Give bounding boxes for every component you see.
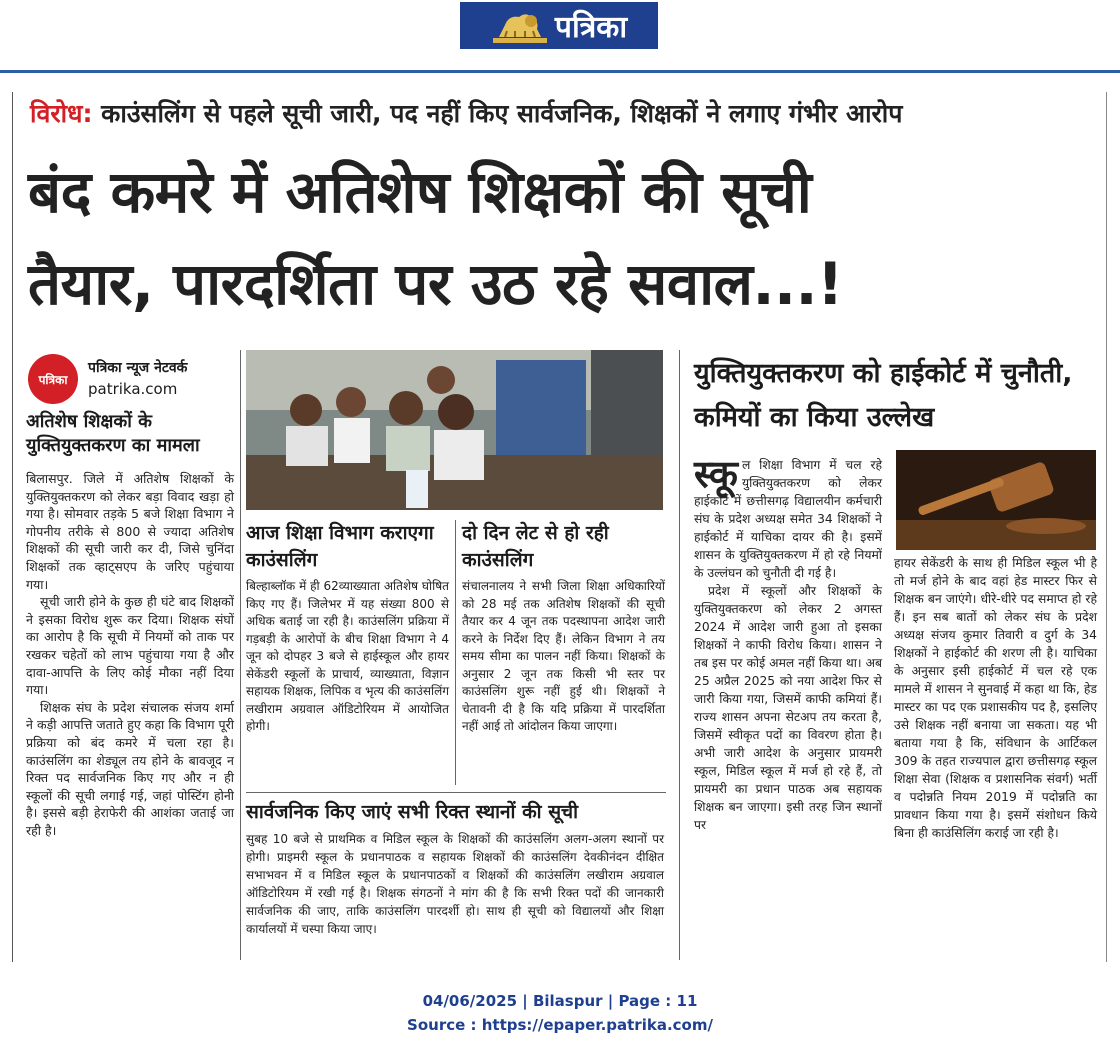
dropcap: स्कू (694, 452, 738, 496)
bottom-subhead: सार्वजनिक किए जाएं सभी रिक्त स्थानों की सूची (246, 801, 579, 823)
masthead-logo[interactable] (460, 2, 658, 49)
footer-source-link[interactable]: Source : https://epaper.patrika.com/ (407, 1016, 713, 1034)
kicker-tag: विरोध: (30, 99, 93, 128)
counselling-photo (246, 350, 663, 510)
left-paragraph-3: शिक्षक संघ के प्रदेश संचालक संजय शर्मा ने कड़ी आपत्ति जताते हुए कहा कि विभाग पूरी प्रक्रिया को बंद कमरे में चला रहा है। काउंसलिंग का शेड्यूल तय होने के बावजूद न रिक्त पद सार्वजनिक किए गए और न ही स्कूलों की सूची लगाई गई, जहां पोस्टिंग होनी है। इससे बड़ी हेराफेरी की आशंका जताई जा रही है। (26, 699, 234, 838)
byline-site[interactable]: patrika.com (88, 380, 178, 398)
column-rule (679, 350, 680, 960)
kicker-text: काउंसलिंग से पहले सूची जारी, पद नहीं किए सार्वजनिक, शिक्षकों ने लगाए गंभीर आरोप (101, 99, 903, 128)
left-body (26, 470, 234, 839)
headline-line-1: बंद कमरे में अतिशेष शिक्षकों की सूची (28, 158, 812, 226)
right-paragraph-2: प्रदेश में स्कूलों और शिक्षकों के युक्तियुक्तकरण को लेकर 2 अगस्त 2024 में आदेश जारी हुआ तो इसका शिक्षकों ने काफी विरोध किया। शासन ने तब इस पर कोई अमल नहीं किया था। अब 25 अप्रैल 2025 को नया आदेश फिर से जारी किया गया, जिसमें काफी कमियां हैं। राज्य शासन अपना सेटअप तय करता है, जिसमें स्वीकृत पदों का विवरण होता है। अभी जारी आदेश के अनुसार प्रायमरी स्कूल, मिडिल स्कूल में मर्ज हो रहे हैं, तो प्रायमरी का प्रधान पाठक अब सहायक शिक्षक बन जाएगा। इसी तरह जिन स्थानों पर (694, 584, 882, 832)
page-edge-left (12, 92, 13, 962)
gavel-photo (896, 450, 1096, 550)
bottom-body: सुबह 10 बजे से प्राथमिक व मिडिल स्कूल के शिक्षकों की काउंसलिंग अलग-अलग स्थानों पर होगी। प्राइमरी स्कूल के प्रधानपाठक व सहायक शिक्षकों की काउंसलिंग देवकीनंदन दीक्षित सभाभवन में व मिडिल स्कूल के प्रधानपाठकों व शिक्षकों की काउंसलिंग लखीराम अग्रवाल ऑडिटोरियम में रखी गई है। शिक्षक संगठनों ने मांग की है कि सभी रिक्त पदों की जानकारी सार्वजनिक की जाए, ताकि काउंसलिंग पारदर्शी हो। साथ ही सूची को विद्यालयों और शिक्षा कार्यालयों में चस्पा किया जाए। (246, 832, 664, 936)
left-paragraph-2: सूची जारी होने के कुछ ही घंटे बाद शिक्षकों ने इसका विरोध शुरू कर दिया। शिक्षक संघों का आरोप है कि सूची में नियमों को ताक पर रखकर चहेतों को लाभ पहुंचाया गया है और दावा-आपत्ति के लिए कोई मौका नहीं दिया गया। (26, 594, 234, 698)
left-subhead: अतिशेष शिक्षकों के युक्तियुक्तकरण का मामला (26, 411, 200, 456)
mid-right-body: संचालनालय ने सभी जिला शिक्षा अधिकारियों को 28 मई तक अतिशेष शिक्षकों की सूची तैयार कर 4 जून तक पदस्थापना आदेश जारी करने के निर्देश दिए हैं। लेकिन विभाग ने तय समय सीमा का पालन नहीं किया। शिक्षकों के अनुसार 2 जून तक किसी भी स्तर पर काउंसलिंग शुरू नहीं हुई थी। शिक्षकों ने चेतावनी दी है कि यदि प्रक्रिया में पारदर्शिता नहीं आई तो आंदोलन किया जाएगा। (462, 579, 665, 733)
column-rule (240, 350, 241, 960)
left-paragraph-1: बिलासपुर. जिले में अतिशेष शिक्षकों के युक्तियुक्तकरण को लेकर बड़ा विवाद खड़ा हो गया है। सोमवार तड़के 5 बजे शिक्षा विभाग ने गोपनीय तरीके से 800 से ज्यादा अतिशेष शिक्षकों की सूची जारी कर दी, जिसे चुनिंदा शिक्षकों तक व्हाट्सएप के जरिए पहुंचाया गया। (26, 471, 234, 592)
mid-left-body: बिल्हाब्लॉक में ही 62व्याख्याता अतिशेष घोषित किए गए हैं। जिलेभर में यह संख्या 800 से अधिक बताई जा रही है। काउंसलिंग प्रक्रिया में गड़बड़ी के आरोपों के बीच शिक्षा विभाग ने 4 जून को दोपहर 3 बजे से हाईस्कूल और हायर सेकेंडरी स्कूलों के प्राचार्य, व्याख्याता, विज्ञान सहायक शिक्षक, लिपिक व भृत्य की काउंसलिंग लखीराम अग्रवाल ऑडिटोरियम में आयोजित होगी। (246, 579, 449, 733)
brand-name: पत्रिका (554, 10, 628, 45)
right-body-col-1 (694, 452, 882, 834)
right-subhead: युक्तियुक्तकरण को हाईकोर्ट में चुनौती, कमियों का किया उल्लेख (694, 358, 1073, 433)
mid-left-subhead: आज शिक्षा विभाग कराएगा काउंसलिंग (246, 522, 434, 571)
mid-right-subhead: दो दिन लेट से हो रही काउंसलिंग (462, 522, 609, 571)
footer-date-line: 04/06/2025 | Bilaspur | Page : 11 (422, 992, 698, 1010)
headline-line-2: तैयार, पारदर्शिता पर उठ रहे सवाल...! (28, 250, 843, 318)
page-edge-right (1106, 92, 1120, 962)
right-body-col-2 (894, 554, 1097, 842)
right-paragraph-3: हायर सेकेंडरी के साथ ही मिडिल स्कूल भी है तो मर्ज होने के बाद वहां हेड मास्टर फिर से शिक्षक बन जाएंगे। धीरे-धीरे पद समाप्त हो रहे हैं। इन सब बातों को लेकर संघ के प्रदेश अध्यक्ष संजय कुमार तिवारी व दुर्ग के 34 शिक्षकों ने हाईकोर्ट की शरण ली है। याचिका के अनुसार इसी हाईकोर्ट में चल रहे एक मामले में शासन ने सुनवाई में कहा था कि, हेड मास्टर का पद एक प्रशासकीय पद है, इसलिए उसे शिक्षक नहीं बनाया जा सकता। यह भी बताया गया है कि, संविधान के आर्टिकल 309 के तहत राज्यपाल द्वारा छत्तीसगढ़ स्कूल शिक्षा सेवा (शिक्षक व प्रशासनिक संवर्ग) भर्ती व पदोन्नति नियम 2019 में पदोन्नति का प्रावधान किया गया है। इसमें संशोधन किये बिना ही काउंसिलिंग कराई जा रही है। (894, 556, 1097, 840)
header-rule (0, 70, 1120, 73)
right-paragraph-1: ल शिक्षा विभाग में चल रहे युक्तियुक्तकरण को लेकर हाईकोर्ट में छत्तीसगढ़ विद्यालयीन कर्मचारी संघ के प्रदेश अध्यक्ष समेत 34 शिक्षकों ने हाईकोर्ट में याचिका दायर की है। इसमें शासन के युक्तियुक्तकरण में हो रहे नियमों के उल्लंघन को चुनौती दी गई है। (694, 458, 882, 580)
column-rule (455, 520, 456, 785)
kicker (30, 96, 1100, 130)
section-rule (246, 792, 666, 793)
byline-logo: पत्रिका (28, 354, 78, 404)
lion-icon (491, 7, 549, 45)
byline-name: पत्रिका न्यूज नेटवर्क (88, 360, 188, 376)
